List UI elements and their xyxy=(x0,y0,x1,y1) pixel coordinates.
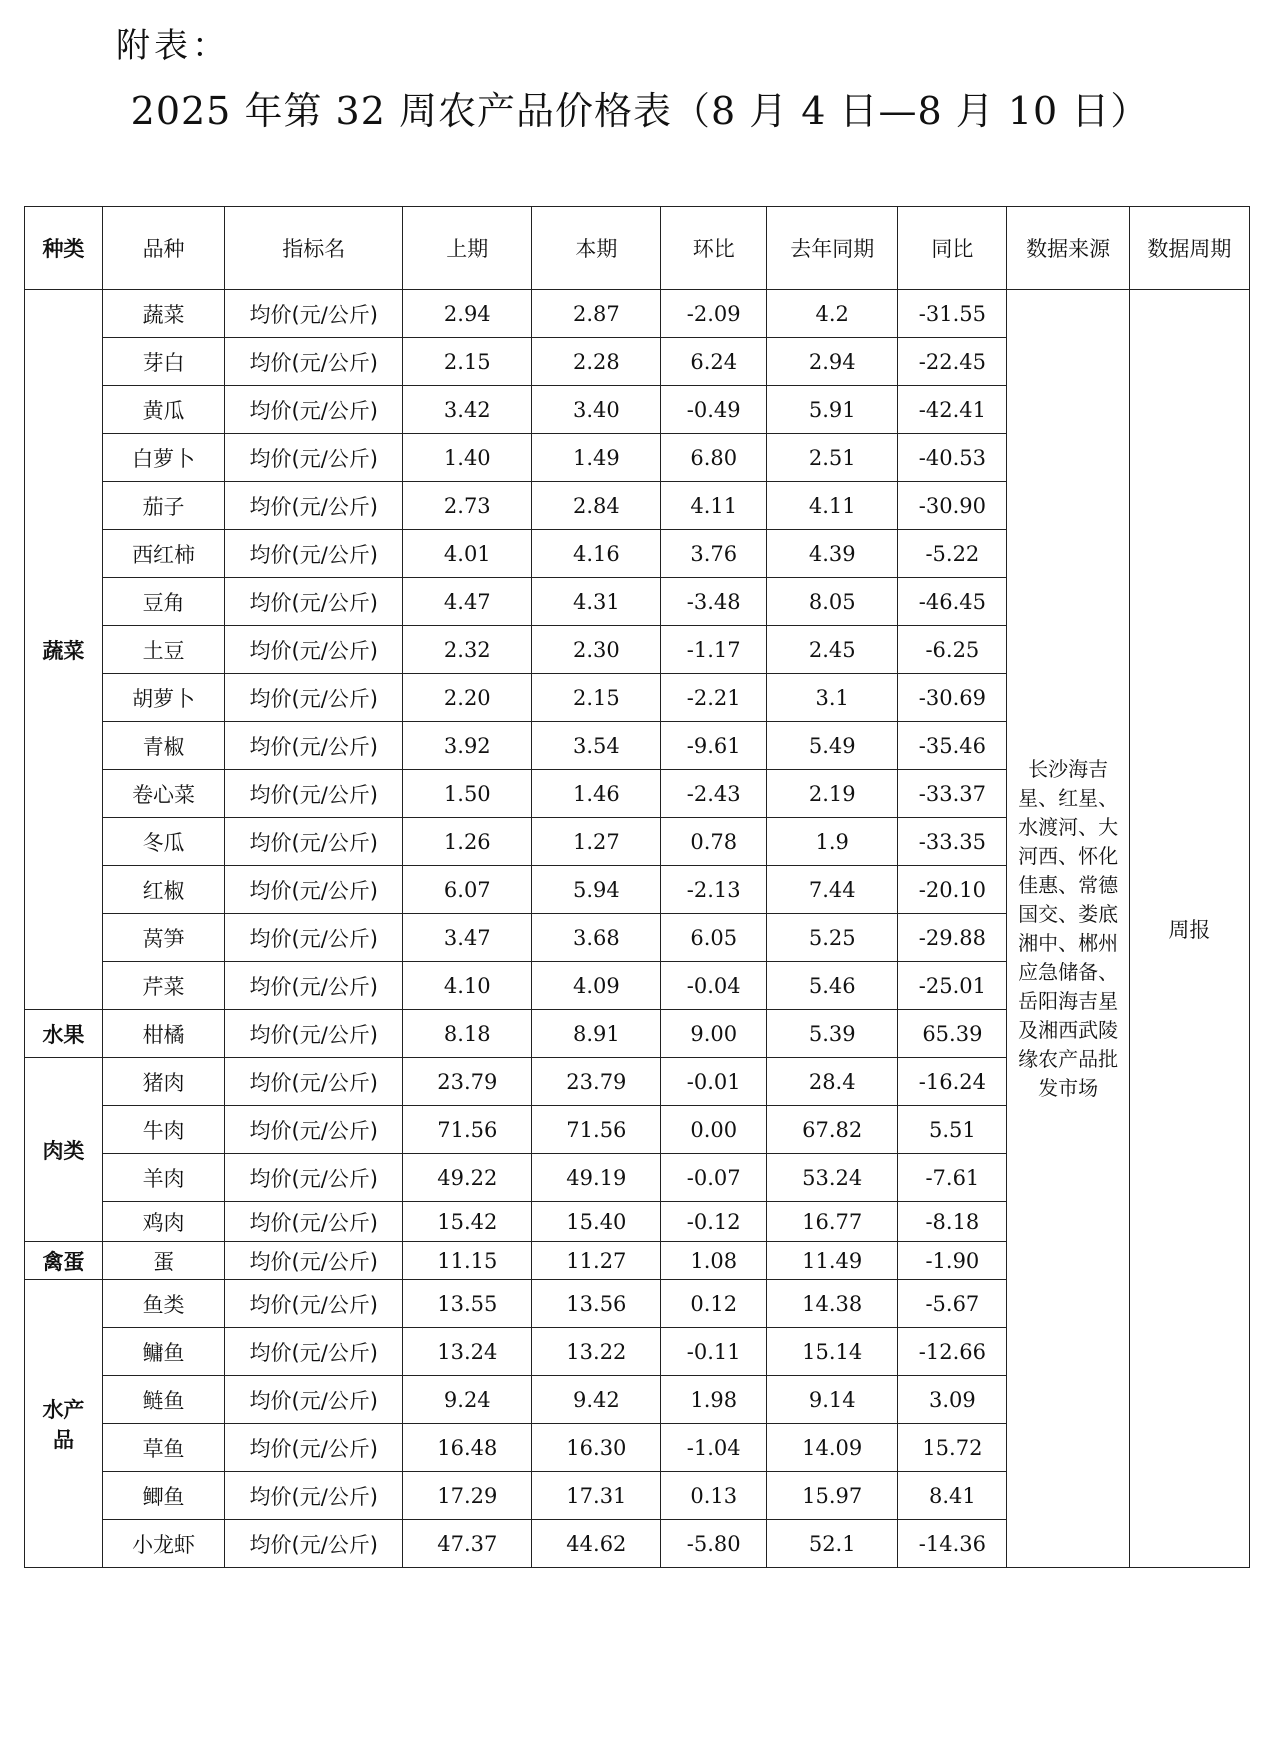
last-year-cell: 5.25 xyxy=(767,914,898,962)
variety-cell: 蛋 xyxy=(102,1242,224,1280)
last-year-cell: 2.19 xyxy=(767,770,898,818)
col-header-indicator: 指标名 xyxy=(225,207,403,290)
last-year-cell: 2.45 xyxy=(767,626,898,674)
variety-cell: 白萝卜 xyxy=(102,434,224,482)
previous-cell: 13.55 xyxy=(403,1280,532,1328)
header-row xyxy=(25,207,1250,290)
yoy-cell: 65.39 xyxy=(898,1010,1007,1058)
indicator-cell: 均价(元/公斤) xyxy=(225,1106,403,1154)
indicator-cell: 均价(元/公斤) xyxy=(225,482,403,530)
data-source-cell: 长沙海吉星、红星、水渡河、大河西、怀化佳惠、常德国交、娄底湘中、郴州应急储备、岳阳海吉星及湘西武陵缘农产品批发市场 xyxy=(1007,290,1129,1568)
last-year-cell: 15.97 xyxy=(767,1472,898,1520)
variety-cell: 茄子 xyxy=(102,482,224,530)
mom-cell: 6.80 xyxy=(661,434,767,482)
current-cell: 4.09 xyxy=(532,962,661,1010)
last-year-cell: 5.49 xyxy=(767,722,898,770)
table-row xyxy=(25,290,1250,338)
indicator-cell: 均价(元/公斤) xyxy=(225,578,403,626)
indicator-cell: 均价(元/公斤) xyxy=(225,674,403,722)
mom-cell: 3.76 xyxy=(661,530,767,578)
variety-cell: 青椒 xyxy=(102,722,224,770)
last-year-cell: 1.9 xyxy=(767,818,898,866)
current-cell: 17.31 xyxy=(532,1472,661,1520)
previous-cell: 4.01 xyxy=(403,530,532,578)
yoy-cell: -12.66 xyxy=(898,1328,1007,1376)
variety-cell: 黄瓜 xyxy=(102,386,224,434)
last-year-cell: 4.2 xyxy=(767,290,898,338)
mom-cell: -0.11 xyxy=(661,1328,767,1376)
variety-cell: 鲢鱼 xyxy=(102,1376,224,1424)
mom-cell: -0.04 xyxy=(661,962,767,1010)
yoy-cell: -8.18 xyxy=(898,1202,1007,1242)
indicator-cell: 均价(元/公斤) xyxy=(225,434,403,482)
yoy-cell: -33.37 xyxy=(898,770,1007,818)
data-period-cell: 周报 xyxy=(1129,290,1249,1568)
variety-cell: 鱼类 xyxy=(102,1280,224,1328)
mom-cell: -2.21 xyxy=(661,674,767,722)
variety-cell: 蔬菜 xyxy=(102,290,224,338)
table-body xyxy=(25,290,1250,1568)
previous-cell: 1.40 xyxy=(403,434,532,482)
indicator-cell: 均价(元/公斤) xyxy=(225,1328,403,1376)
current-cell: 3.68 xyxy=(532,914,661,962)
col-header-current: 本期 xyxy=(532,207,661,290)
current-cell: 2.28 xyxy=(532,338,661,386)
current-cell: 2.87 xyxy=(532,290,661,338)
previous-cell: 3.42 xyxy=(403,386,532,434)
last-year-cell: 9.14 xyxy=(767,1376,898,1424)
previous-cell: 13.24 xyxy=(403,1328,532,1376)
variety-cell: 芹菜 xyxy=(102,962,224,1010)
variety-cell: 莴笋 xyxy=(102,914,224,962)
page-title: 2025 年第 32 周农产品价格表（8 月 4 日—8 月 10 日） xyxy=(130,89,1150,133)
yoy-cell: -25.01 xyxy=(898,962,1007,1010)
yoy-cell: -30.69 xyxy=(898,674,1007,722)
current-cell: 3.54 xyxy=(532,722,661,770)
previous-cell: 2.73 xyxy=(403,482,532,530)
yoy-cell: 15.72 xyxy=(898,1424,1007,1472)
previous-cell: 9.24 xyxy=(403,1376,532,1424)
variety-cell: 羊肉 xyxy=(102,1154,224,1202)
current-cell: 16.30 xyxy=(532,1424,661,1472)
mom-cell: -2.09 xyxy=(661,290,767,338)
current-cell: 5.94 xyxy=(532,866,661,914)
last-year-cell: 5.91 xyxy=(767,386,898,434)
last-year-cell: 4.11 xyxy=(767,482,898,530)
mom-cell: -1.04 xyxy=(661,1424,767,1472)
previous-cell: 47.37 xyxy=(403,1520,532,1568)
indicator-cell: 均价(元/公斤) xyxy=(225,866,403,914)
previous-cell: 2.15 xyxy=(403,338,532,386)
current-cell: 9.42 xyxy=(532,1376,661,1424)
previous-cell: 2.32 xyxy=(403,626,532,674)
mom-cell: -3.48 xyxy=(661,578,767,626)
variety-cell: 红椒 xyxy=(102,866,224,914)
current-cell: 15.40 xyxy=(532,1202,661,1242)
current-cell: 3.40 xyxy=(532,386,661,434)
indicator-cell: 均价(元/公斤) xyxy=(225,338,403,386)
variety-cell: 鸡肉 xyxy=(102,1202,224,1242)
last-year-cell: 11.49 xyxy=(767,1242,898,1280)
mom-cell: -0.49 xyxy=(661,386,767,434)
last-year-cell: 5.46 xyxy=(767,962,898,1010)
current-cell: 23.79 xyxy=(532,1058,661,1106)
mom-cell: 4.11 xyxy=(661,482,767,530)
current-cell: 1.49 xyxy=(532,434,661,482)
indicator-cell: 均价(元/公斤) xyxy=(225,1280,403,1328)
yoy-cell: 3.09 xyxy=(898,1376,1007,1424)
variety-cell: 猪肉 xyxy=(102,1058,224,1106)
col-header-last-year: 去年同期 xyxy=(767,207,898,290)
indicator-cell: 均价(元/公斤) xyxy=(225,1010,403,1058)
col-header-period: 数据周期 xyxy=(1129,207,1249,290)
col-header-previous: 上期 xyxy=(403,207,532,290)
last-year-cell: 7.44 xyxy=(767,866,898,914)
mom-cell: 6.24 xyxy=(661,338,767,386)
variety-cell: 卷心菜 xyxy=(102,770,224,818)
previous-cell: 4.47 xyxy=(403,578,532,626)
indicator-cell: 均价(元/公斤) xyxy=(225,1242,403,1280)
last-year-cell: 52.1 xyxy=(767,1520,898,1568)
category-cell: 肉类 xyxy=(25,1058,103,1242)
previous-cell: 1.26 xyxy=(403,818,532,866)
col-header-mom: 环比 xyxy=(661,207,767,290)
last-year-cell: 16.77 xyxy=(767,1202,898,1242)
indicator-cell: 均价(元/公斤) xyxy=(225,818,403,866)
category-cell: 蔬菜 xyxy=(25,290,103,1010)
last-year-cell: 8.05 xyxy=(767,578,898,626)
last-year-cell: 67.82 xyxy=(767,1106,898,1154)
indicator-cell: 均价(元/公斤) xyxy=(225,1376,403,1424)
mom-cell: 1.08 xyxy=(661,1242,767,1280)
variety-cell: 西红柿 xyxy=(102,530,224,578)
last-year-cell: 15.14 xyxy=(767,1328,898,1376)
yoy-cell: -16.24 xyxy=(898,1058,1007,1106)
category-cell: 水果 xyxy=(25,1010,103,1058)
col-header-category: 种类 xyxy=(25,207,103,290)
variety-cell: 牛肉 xyxy=(102,1106,224,1154)
category-cell: 水产品 xyxy=(25,1280,103,1568)
indicator-cell: 均价(元/公斤) xyxy=(225,1424,403,1472)
yoy-cell: -33.35 xyxy=(898,818,1007,866)
indicator-cell: 均价(元/公斤) xyxy=(225,626,403,674)
previous-cell: 17.29 xyxy=(403,1472,532,1520)
last-year-cell: 2.51 xyxy=(767,434,898,482)
indicator-cell: 均价(元/公斤) xyxy=(225,386,403,434)
yoy-cell: -22.45 xyxy=(898,338,1007,386)
yoy-cell: -5.22 xyxy=(898,530,1007,578)
previous-cell: 49.22 xyxy=(403,1154,532,1202)
yoy-cell: 5.51 xyxy=(898,1106,1007,1154)
col-header-yoy: 同比 xyxy=(898,207,1007,290)
yoy-cell: -29.88 xyxy=(898,914,1007,962)
indicator-cell: 均价(元/公斤) xyxy=(225,770,403,818)
variety-cell: 小龙虾 xyxy=(102,1520,224,1568)
yoy-cell: -7.61 xyxy=(898,1154,1007,1202)
previous-cell: 23.79 xyxy=(403,1058,532,1106)
previous-cell: 3.92 xyxy=(403,722,532,770)
variety-cell: 芽白 xyxy=(102,338,224,386)
last-year-cell: 3.1 xyxy=(767,674,898,722)
indicator-cell: 均价(元/公斤) xyxy=(225,1058,403,1106)
variety-cell: 柑橘 xyxy=(102,1010,224,1058)
yoy-cell: -35.46 xyxy=(898,722,1007,770)
current-cell: 2.15 xyxy=(532,674,661,722)
mom-cell: -1.17 xyxy=(661,626,767,674)
current-cell: 4.31 xyxy=(532,578,661,626)
current-cell: 8.91 xyxy=(532,1010,661,1058)
last-year-cell: 53.24 xyxy=(767,1154,898,1202)
price-table xyxy=(24,206,1250,1568)
yoy-cell: -5.67 xyxy=(898,1280,1007,1328)
yoy-cell: -46.45 xyxy=(898,578,1007,626)
indicator-cell: 均价(元/公斤) xyxy=(225,290,403,338)
last-year-cell: 5.39 xyxy=(767,1010,898,1058)
last-year-cell: 2.94 xyxy=(767,338,898,386)
current-cell: 1.46 xyxy=(532,770,661,818)
indicator-cell: 均价(元/公斤) xyxy=(225,1154,403,1202)
current-cell: 49.19 xyxy=(532,1154,661,1202)
previous-cell: 1.50 xyxy=(403,770,532,818)
indicator-cell: 均价(元/公斤) xyxy=(225,962,403,1010)
previous-cell: 3.47 xyxy=(403,914,532,962)
mom-cell: -0.07 xyxy=(661,1154,767,1202)
mom-cell: -0.01 xyxy=(661,1058,767,1106)
variety-cell: 鲫鱼 xyxy=(102,1472,224,1520)
mom-cell: -9.61 xyxy=(661,722,767,770)
yoy-cell: -30.90 xyxy=(898,482,1007,530)
mom-cell: 0.13 xyxy=(661,1472,767,1520)
mom-cell: -2.43 xyxy=(661,770,767,818)
indicator-cell: 均价(元/公斤) xyxy=(225,1202,403,1242)
current-cell: 71.56 xyxy=(532,1106,661,1154)
indicator-cell: 均价(元/公斤) xyxy=(225,1472,403,1520)
previous-cell: 15.42 xyxy=(403,1202,532,1242)
yoy-cell: -14.36 xyxy=(898,1520,1007,1568)
current-cell: 13.56 xyxy=(532,1280,661,1328)
variety-cell: 胡萝卜 xyxy=(102,674,224,722)
attachment-label: 附表： xyxy=(116,26,230,66)
mom-cell: -5.80 xyxy=(661,1520,767,1568)
variety-cell: 草鱼 xyxy=(102,1424,224,1472)
previous-cell: 11.15 xyxy=(403,1242,532,1280)
last-year-cell: 28.4 xyxy=(767,1058,898,1106)
current-cell: 44.62 xyxy=(532,1520,661,1568)
mom-cell: 1.98 xyxy=(661,1376,767,1424)
current-cell: 4.16 xyxy=(532,530,661,578)
previous-cell: 2.20 xyxy=(403,674,532,722)
previous-cell: 16.48 xyxy=(403,1424,532,1472)
previous-cell: 6.07 xyxy=(403,866,532,914)
yoy-cell: -42.41 xyxy=(898,386,1007,434)
mom-cell: 6.05 xyxy=(661,914,767,962)
current-cell: 11.27 xyxy=(532,1242,661,1280)
last-year-cell: 4.39 xyxy=(767,530,898,578)
mom-cell: -0.12 xyxy=(661,1202,767,1242)
previous-cell: 8.18 xyxy=(403,1010,532,1058)
mom-cell: 0.12 xyxy=(661,1280,767,1328)
col-header-variety: 品种 xyxy=(102,207,224,290)
mom-cell: 0.78 xyxy=(661,818,767,866)
previous-cell: 2.94 xyxy=(403,290,532,338)
mom-cell: 9.00 xyxy=(661,1010,767,1058)
mom-cell: 0.00 xyxy=(661,1106,767,1154)
previous-cell: 71.56 xyxy=(403,1106,532,1154)
variety-cell: 豆角 xyxy=(102,578,224,626)
variety-cell: 冬瓜 xyxy=(102,818,224,866)
last-year-cell: 14.38 xyxy=(767,1280,898,1328)
yoy-cell: -31.55 xyxy=(898,290,1007,338)
yoy-cell: -1.90 xyxy=(898,1242,1007,1280)
variety-cell: 鳙鱼 xyxy=(102,1328,224,1376)
indicator-cell: 均价(元/公斤) xyxy=(225,914,403,962)
indicator-cell: 均价(元/公斤) xyxy=(225,722,403,770)
current-cell: 13.22 xyxy=(532,1328,661,1376)
indicator-cell: 均价(元/公斤) xyxy=(225,530,403,578)
yoy-cell: -40.53 xyxy=(898,434,1007,482)
variety-cell: 土豆 xyxy=(102,626,224,674)
mom-cell: -2.13 xyxy=(661,866,767,914)
last-year-cell: 14.09 xyxy=(767,1424,898,1472)
yoy-cell: -20.10 xyxy=(898,866,1007,914)
previous-cell: 4.10 xyxy=(403,962,532,1010)
yoy-cell: 8.41 xyxy=(898,1472,1007,1520)
category-cell: 禽蛋 xyxy=(25,1242,103,1280)
current-cell: 2.30 xyxy=(532,626,661,674)
current-cell: 2.84 xyxy=(532,482,661,530)
yoy-cell: -6.25 xyxy=(898,626,1007,674)
col-header-source: 数据来源 xyxy=(1007,207,1129,290)
current-cell: 1.27 xyxy=(532,818,661,866)
indicator-cell: 均价(元/公斤) xyxy=(225,1520,403,1568)
